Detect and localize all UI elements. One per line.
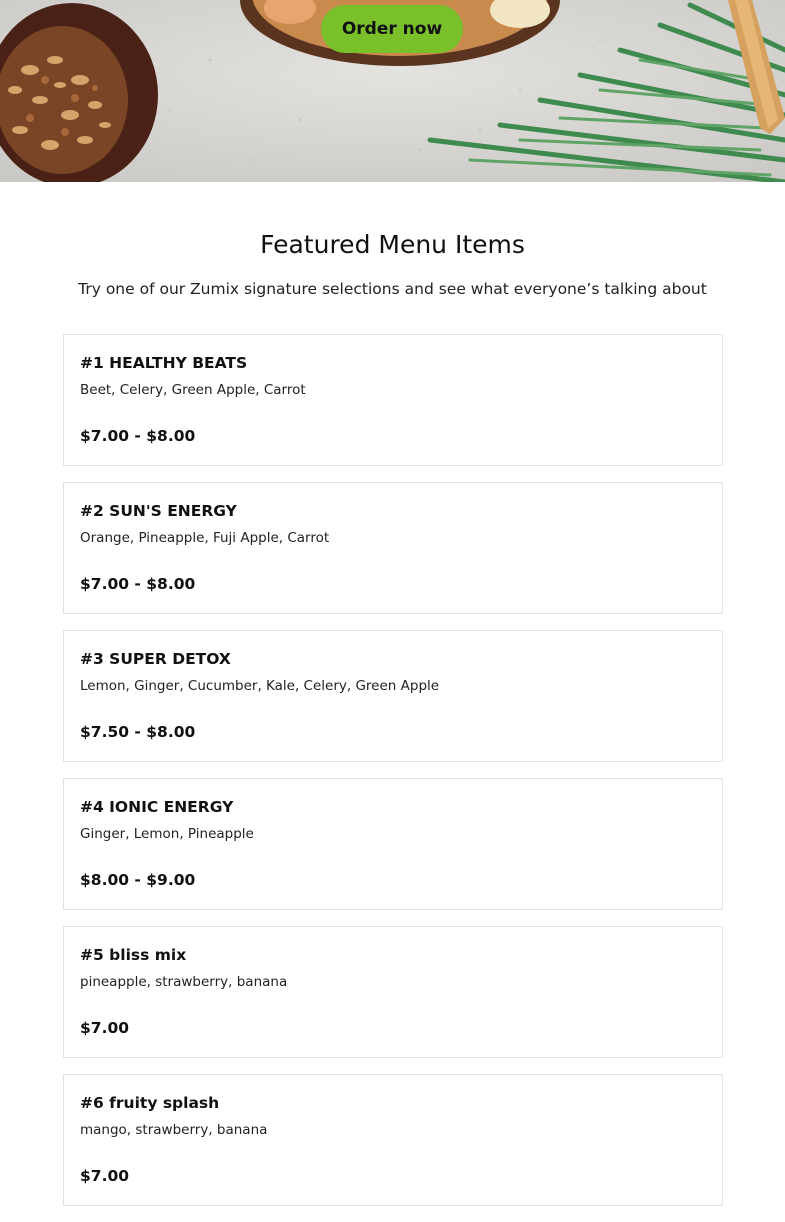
menu-item-price: $7.00 - $8.00 <box>80 427 196 445</box>
menu-item-card[interactable] <box>63 778 723 910</box>
menu-item-card[interactable] <box>63 482 723 614</box>
menu-item-price: $7.50 - $8.00 <box>80 723 196 741</box>
menu-item-ingredients: Ginger, Lemon, Pineapple <box>80 826 254 842</box>
menu-item-name: #2 SUN'S ENERGY <box>80 502 237 520</box>
menu-item-ingredients: Orange, Pineapple, Fuji Apple, Carrot <box>80 530 330 546</box>
menu-item-price: $8.00 - $9.00 <box>80 871 196 889</box>
menu-item-ingredients: Lemon, Ginger, Cucumber, Kale, Celery, Green Apple <box>80 678 440 694</box>
menu-item-card[interactable] <box>63 926 723 1058</box>
hero-banner <box>0 0 785 182</box>
menu-item-ingredients: Beet, Celery, Green Apple, Carrot <box>80 382 306 398</box>
menu-item-name: #4 IONIC ENERGY <box>80 798 234 816</box>
menu-item-name: #6 fruity splash <box>80 1094 220 1112</box>
featured-menu-list <box>63 334 723 1222</box>
featured-menu-subtitle: Try one of our Zumix signature selections and see what everyone’s talking about <box>78 280 707 298</box>
menu-item-card[interactable] <box>63 1074 723 1206</box>
menu-item-price: $7.00 - $8.00 <box>80 575 196 593</box>
menu-item-name: #1 HEALTHY BEATS <box>80 354 248 372</box>
menu-item-card[interactable] <box>63 630 723 762</box>
menu-item-ingredients: mango, strawberry, banana <box>80 1122 268 1138</box>
menu-item-ingredients: pineapple, strawberry, banana <box>80 974 288 990</box>
menu-item-name: #3 SUPER DETOX <box>80 650 231 668</box>
menu-item-name: #5 bliss mix <box>80 946 187 964</box>
menu-item-price: $7.00 <box>80 1167 130 1185</box>
menu-item-card[interactable] <box>63 334 723 466</box>
order-now-button[interactable]: Order now <box>321 5 463 53</box>
menu-item-price: $7.00 <box>80 1019 130 1037</box>
featured-menu-title: Featured Menu Items <box>260 230 525 259</box>
